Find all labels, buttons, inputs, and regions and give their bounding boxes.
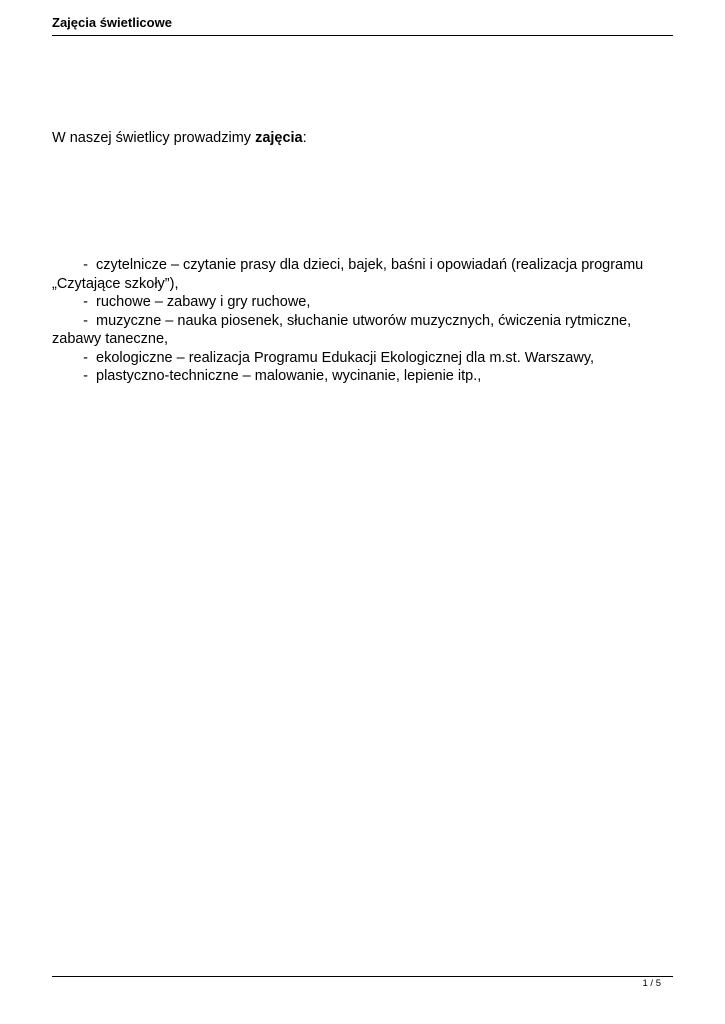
list-item [52,349,673,368]
list-bullet: - [83,368,88,384]
list-item [52,293,673,312]
list-bullet: - [83,349,88,366]
intro-colon: : [302,130,307,146]
list-bullet: - [83,312,88,329]
list-item-continuation: zabawy taneczne, [52,331,169,347]
list-item [52,256,673,275]
intro-bold-word: zajęcia [255,130,303,146]
footer-divider [52,976,673,977]
activity-list [52,256,673,386]
list-item [52,312,673,331]
list-item-text: czytelnicze – czytanie prasy dla dzieci, bajek, baśni i opowiadań (realizacja programu [96,257,644,273]
list-item-text: muzyczne – nauka piosenek, słuchanie utworów muzycznych, ćwiczenia rytmiczne, [96,312,632,329]
page-number: 1 / 5 [642,978,661,989]
list-item-text: ekologiczne – realizacja Programu Edukacji Ekologicznej dla m.st. Warszawy, [96,349,595,366]
intro-text: W naszej świetlicy prowadzimy [52,130,256,146]
list-item [52,367,673,386]
intro-paragraph [52,129,307,148]
list-bullet: - [83,294,88,310]
list-item-text: plastyczno-techniczne – malowanie, wycinanie, lepienie itp., [96,368,482,384]
list-item-text: ruchowe – zabawy i gry ruchowe, [96,294,311,310]
header-divider [52,35,673,36]
list-bullet: - [83,257,88,273]
list-item-continuation: „Czytające szkoły”), [52,275,179,292]
document-title: Zajęcia świetlicowe [52,15,172,30]
